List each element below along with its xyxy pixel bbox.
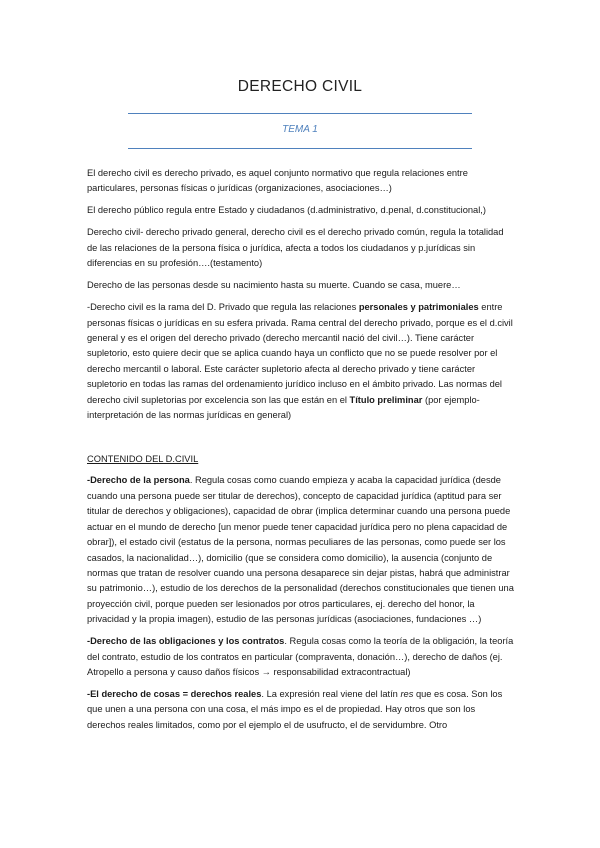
paragraph (87, 300, 515, 423)
paragraph (87, 634, 515, 680)
text-run: . Regula cosas como cuando empieza y acaba la capacidad jurídica (desde cuando una persona puede ser titular de derechos), concepto de capacidad jurídica (aptitud para ser titular de derechos y obligaciones), capacidad de obrar (implica determinar cuando una persona puede actuar en el mundo de derecho [un menor puede tener capacidad jurídica pero no plena capacidad de obrar]), el estado civil (estatus de la persona, normas peculiares de las personas, como puede ser los casados, la nacionalidad…), domicilio (que se considera como domicilio), la ausencia (conjunto de normas que tratan de resolver cuando una persona desaparece sin dejar pistas, habrá que administrar su patrimonio…), estudio de los derechos de la personalidad (derechos constitucionales que tienen una proyección civil, porque pueden ser lesionados por otros particulares, ej. derecho del honor, la privacidad y la propia imagen), estudio de las personas jurídicas (asociaciones, fundaciones …) (87, 475, 514, 625)
bold-text: -Derecho de las obligaciones y los contratos (87, 636, 285, 647)
paragraph: El derecho público regula entre Estado y ciudadanos (d.administrativo, d.penal, d.constitucional,) (87, 205, 486, 216)
document-title: DERECHO CIVIL (237, 78, 363, 95)
title-rule-top (128, 113, 472, 114)
bold-text: -Derecho de la persona (87, 475, 190, 486)
bold-text: personales y patrimoniales (358, 302, 479, 313)
text-run: . La expresión real viene del latín (261, 688, 401, 699)
italic-text: res (400, 688, 414, 699)
text-run: -Derecho civil es la rama del D. Privado que regula las relaciones (87, 302, 359, 313)
paragraph (87, 687, 515, 733)
document-subtitle: TEMA 1 (282, 124, 318, 135)
paragraph (87, 473, 515, 627)
paragraph: El derecho civil es derecho privado, es aquel conjunto normativo que regula relaciones entre particulares, personas físicas o jurídicas (organizaciones, asociaciones…) (87, 168, 468, 194)
section-heading: CONTENIDO DEL D.CIVIL (87, 454, 199, 465)
document-body (87, 166, 515, 740)
text-run: que es cosa. Son los que unen a una persona con una cosa, el más impo es el de propiedad. Hay otros que son los derechos reales limitados, como por el ejemplo el de usufructo, el de servidumbre. Otro (87, 688, 503, 730)
text-run: . Regula cosas como la teoría de la obligación, la teoría del contrato, estudio de los contratos en particular (compraventa, donación…), derecho de daños (ej. Atropello a persona y causo daños físicos → responsabilidad extracontractual) (87, 636, 514, 677)
spacer (87, 430, 515, 452)
bold-text: Título preliminar (349, 394, 423, 405)
title-rule-bottom (128, 148, 472, 149)
bold-text: -El derecho de cosas = derechos reales (87, 688, 262, 699)
paragraph: Derecho de las personas desde su nacimiento hasta su muerte. Cuando se casa, muere… (87, 280, 461, 291)
paragraph: Derecho civil- derecho privado general, derecho civil es el derecho privado común, regula la totalidad de las relaciones de la persona física o jurídica, afecta a todos los ciudadanos y p.jurídicas sin diferencias en su profesión….(testamento) (87, 227, 504, 269)
text-run: (por ejemplo-interpretación de las normas jurídicas en general) (87, 394, 480, 421)
text-run: entre personas físicas o jurídicas en su esfera privada. Rama central del derecho privado, porque es el d.civil general y es el origen del derecho privado (derecho mercantil nació del civil…). Tiene carácter supletorio, esto quiere decir que se aplica cuando haya un conflicto que no se puede resolver por el derecho mercantil o laboral. Este carácter supletorio afecta al derecho privado y tiene carácter supletorio en todas las ramas del ordenamiento jurídico incluso en el ámbito privado. Las normas del derecho civil supletorias por excelencia son las que están en el (87, 302, 513, 405)
